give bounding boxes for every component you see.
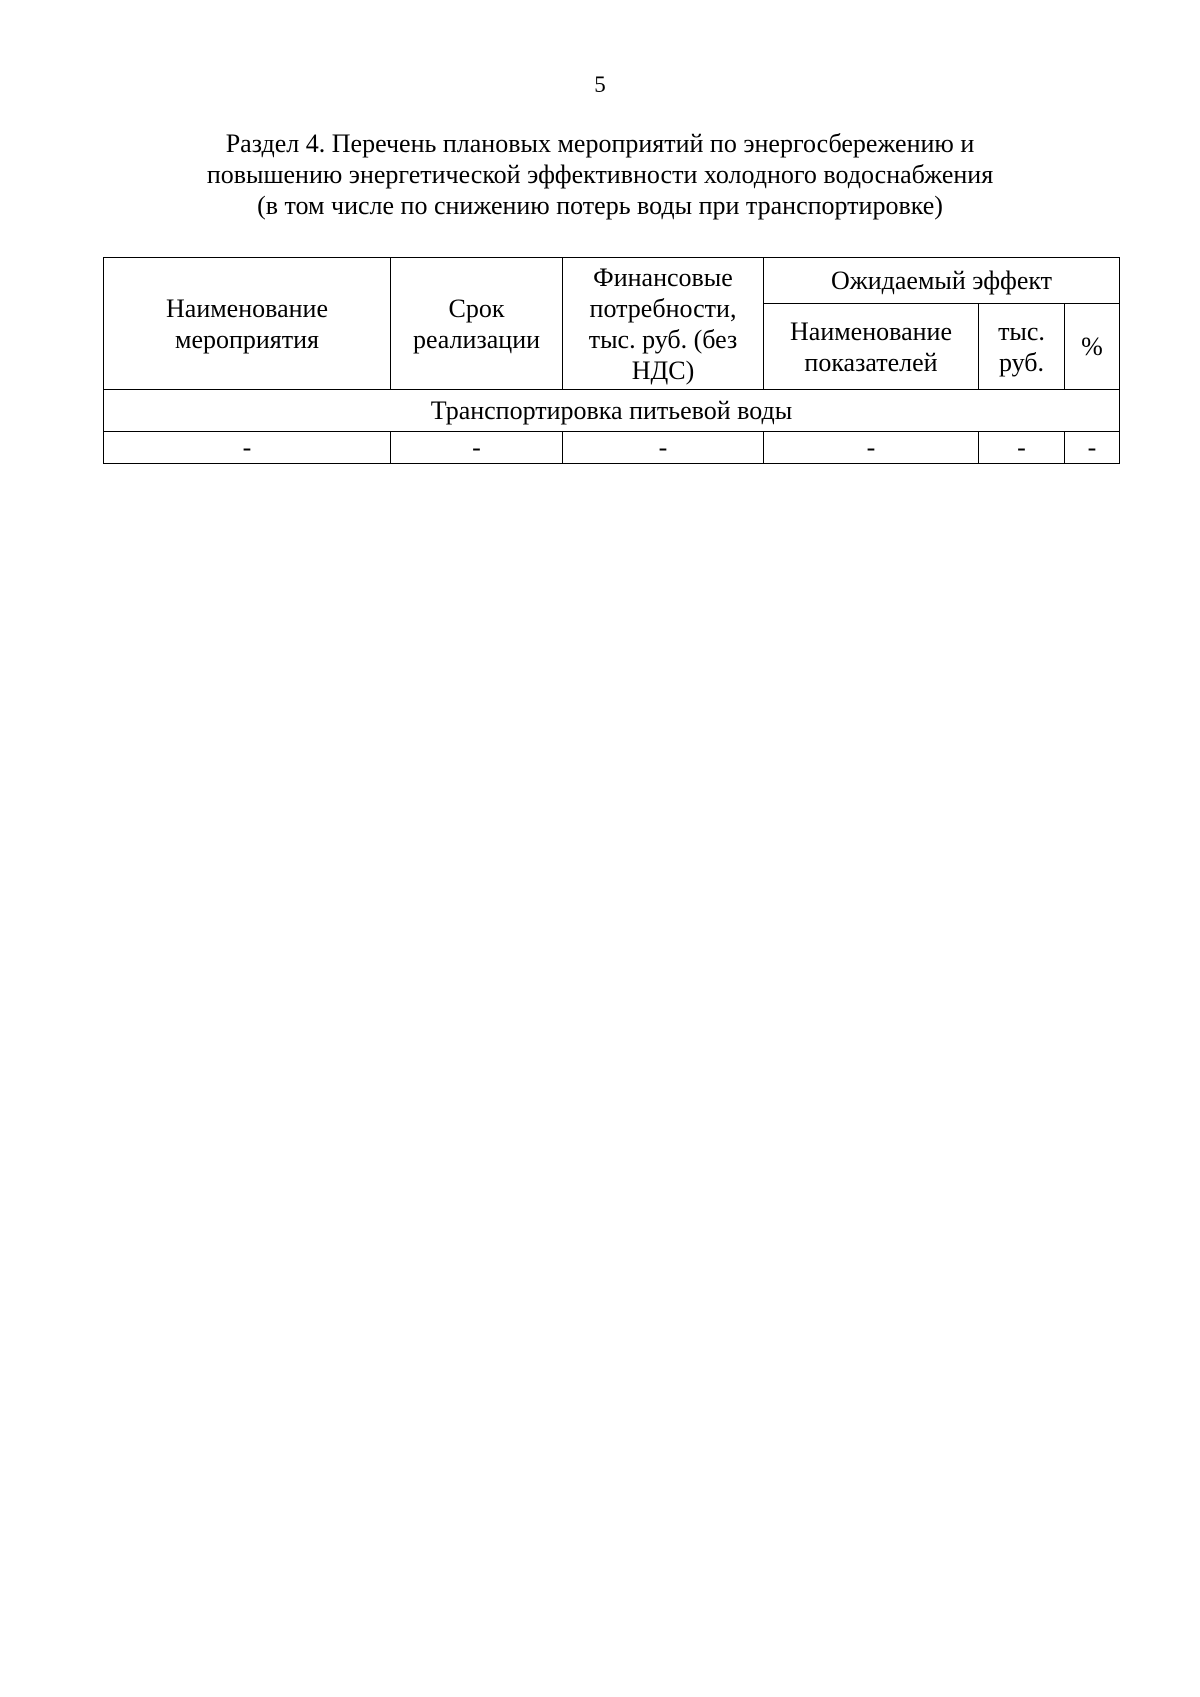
table-cell: - [979, 432, 1065, 464]
table-header-row [104, 258, 1120, 304]
header-percent: % [1065, 304, 1120, 390]
header-indicators: Наименование показателей [764, 304, 979, 390]
table-row [104, 432, 1120, 464]
header-term: Срок реализации [391, 258, 563, 390]
table-cell: - [764, 432, 979, 464]
header-thousand-rub: тыс. руб. [979, 304, 1065, 390]
section-title-line-1: Раздел 4. Перечень плановых мероприятий по энергосбережению и [225, 129, 975, 158]
table-cell: - [104, 432, 391, 464]
group-drinking-water-transport: Транспортировка питьевой воды [104, 390, 1120, 432]
section-title [100, 128, 1100, 221]
table-cell: - [1065, 432, 1120, 464]
table-cell: - [563, 432, 764, 464]
page-number: 5 [594, 72, 606, 97]
section-title-line-2: повышению энергетической эффективности холодного водоснабжения [206, 160, 994, 189]
table-group-row [104, 390, 1120, 432]
measures-table [103, 257, 1120, 464]
table-cell: - [391, 432, 563, 464]
header-expected-effect: Ожидаемый эффект [764, 258, 1120, 304]
header-financial-needs: Финансовые потребности, тыс. руб. (без НДС) [563, 258, 764, 390]
header-measure-name: Наименование мероприятия [104, 258, 391, 390]
section-title-line-3: (в том числе по снижению потерь воды при транспортировке) [257, 191, 943, 220]
